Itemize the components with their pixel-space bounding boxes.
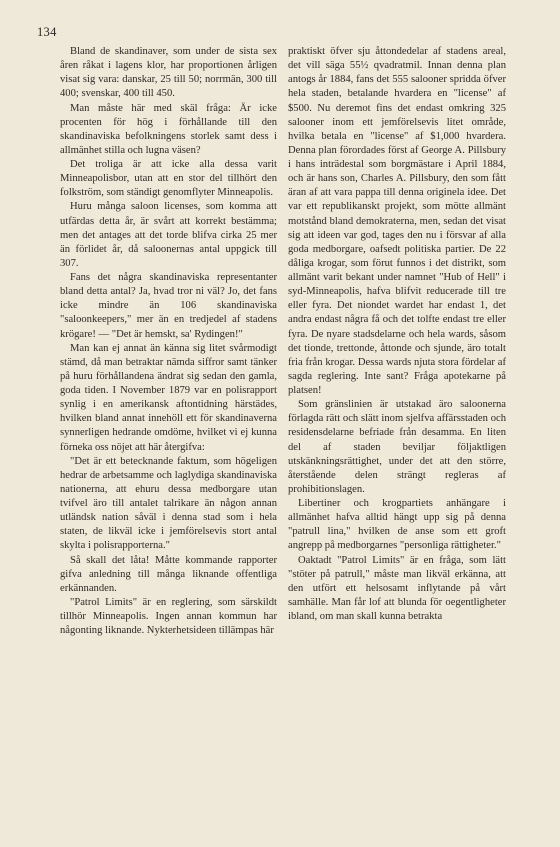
page-number: 134 [37, 25, 57, 39]
left-paragraph-3: Det troliga är att icke alla dessa varit Minneapolisbor, utan att en stor del tillhört den folkström, som ständigt genomflyter Minneapolis. [60, 159, 277, 199]
left-paragraph-7: "Det är ett betecknande faktum, som högeligen hedrar de arbetsamme och laglydiga skandinaviska nationerna, att ehuru dessa medborgare utan tvifvel äro till antalet talrikare än någon annan utländsk nation såväl i denna stad som i hela staten, de likväl icke i jemförelsevis stort antal skylta i polisrapporterna." [60, 455, 277, 552]
right-paragraph-3: Libertiner och krogpartiets anhängare i allmänhet hafva alltid hängt upp sig på denna "patrull lina," hvilken de anse som ett groft angrepp på medborgarnes "personliga rättigheter." [288, 498, 506, 552]
right-paragraph-4: Oaktadt "Patrol Limits" är en fråga, som lätt "stöter på patrull," måste man likväl erkänna, att den utfört ett helsosamt inflytande på vårt samhälle. Man får lof att blunda för oegentligheter ibland, om man skall kunna betrakta [288, 554, 506, 622]
left-paragraph-6: Man kan ej annat än känna sig litet svårmodigt stämd, då man betraktar nämda siffror samt tänker på huru förhållandena ändrat sig sedan den gamla, goda tiden. I November 1879 var en polisrapport synlig i en amerikansk aftontidning härstädes, hvilken bland annat innehöll ett för skandinaverna synnerligen hedrande omdöme, hvilket vi ej kunna förneka oss nöjet att här återgifva: [60, 342, 277, 453]
left-paragraph-4: Huru många saloon licenses, som komma att utfärdas detta år, är svårt att korrekt bestämma; men det antages att det torde blifva cirka 25 mer än förlidet år, då saloonernas antal uppgick till 307. [60, 201, 277, 269]
left-paragraph-5: Fans det några skandinaviska representanter bland detta antal? Ja, hvad tror ni väl? Jo, det fans icke mindre än 106 skandinaviska "saloonkeepers," mer än en tredjedel af stadens krögare! — "Det är hemskt, sa' Rydingen!" [60, 272, 277, 340]
left-paragraph-1: Bland de skandinaver, som under de sista sex åren råkat i lagens klor, har proportionen årligen visat sig vara: danskar, 25 till 50; norrmän, 300 till 400; svenskar, 400 till 450. [60, 46, 277, 100]
right-paragraph-2: Som gränslinien är utstakad äro saloonerna förlagda rätt och slätt inom sjelfva affärsstaden och residensdelarne befriade från desamma. En liten del af staden beviljar följaktligen utskänkningsrättighet, under det att den större, återstående delen strängt regleras af prohibitionslagen. [288, 399, 506, 495]
right-column [288, 45, 506, 624]
right-paragraph-1: praktiskt öfver sju åttondedelar af stadens areal, det vill säga 55½ qvadratmil. Innan denna plan antogs år 1884, fans det 555 salooner spridda öfver hela staden, betalande hvardera en "license" af $500. Nu deremot fins det endast omkring 325 salooner inom ett jemförelsevis litet område, hvilka betala en "license" af $1,000 hvardera. Denna plan förordades först af George A. Pillsbury i hans inträdestal som borgmästare i April 1884, och är hans son, Charles A. Pillsbury, den som fått äran af att vara pappa till denna originela idee. Det var ett republikanskt projekt, som mötte allmänt motstånd bland demokraterna, men, sedan det visat sig att ideen var god, tages den nu i försvar af alla goda medborgare, oafsedt politiska partier. De 22 dåliga krogar, som förut funnos i det distrikt, som allmänt varit bekant under namnet "Hub of Hell" i syd-Minneapolis, hafva blifvit reducerade till tre eller fyra. Det niondet wardet har endast 1, det andra endast några få och det tolfte endast tre eller fyra. De nyare stadsdelarne och hela wards, såsom det tionde, trettonde, åttonde och sjunde, äro totalt fria från krogar. Dessa wards njuta stora fördelar af sagda reglering. Inte sant? Fråga apotekarne på platsen! [288, 46, 506, 396]
left-paragraph-9: "Patrol Limits" är en reglering, som särskildt tillhör Minneapolis. Ingen annan kommun har någonting liknande. Nykterhetsideen tillämpas här [60, 596, 277, 637]
left-paragraph-2: Man måste här med skäl fråga: Är icke procenten för hög i förhållande till den skandinaviska befolkningens storlek samt dess i allmänhet stilla och lugna väsen? [60, 102, 277, 156]
left-paragraph-8: Så skall det låta! Måtte kommande rapporter gifva anledning till många liknande offentliga erkännanden. [60, 554, 277, 594]
left-column [60, 45, 277, 638]
